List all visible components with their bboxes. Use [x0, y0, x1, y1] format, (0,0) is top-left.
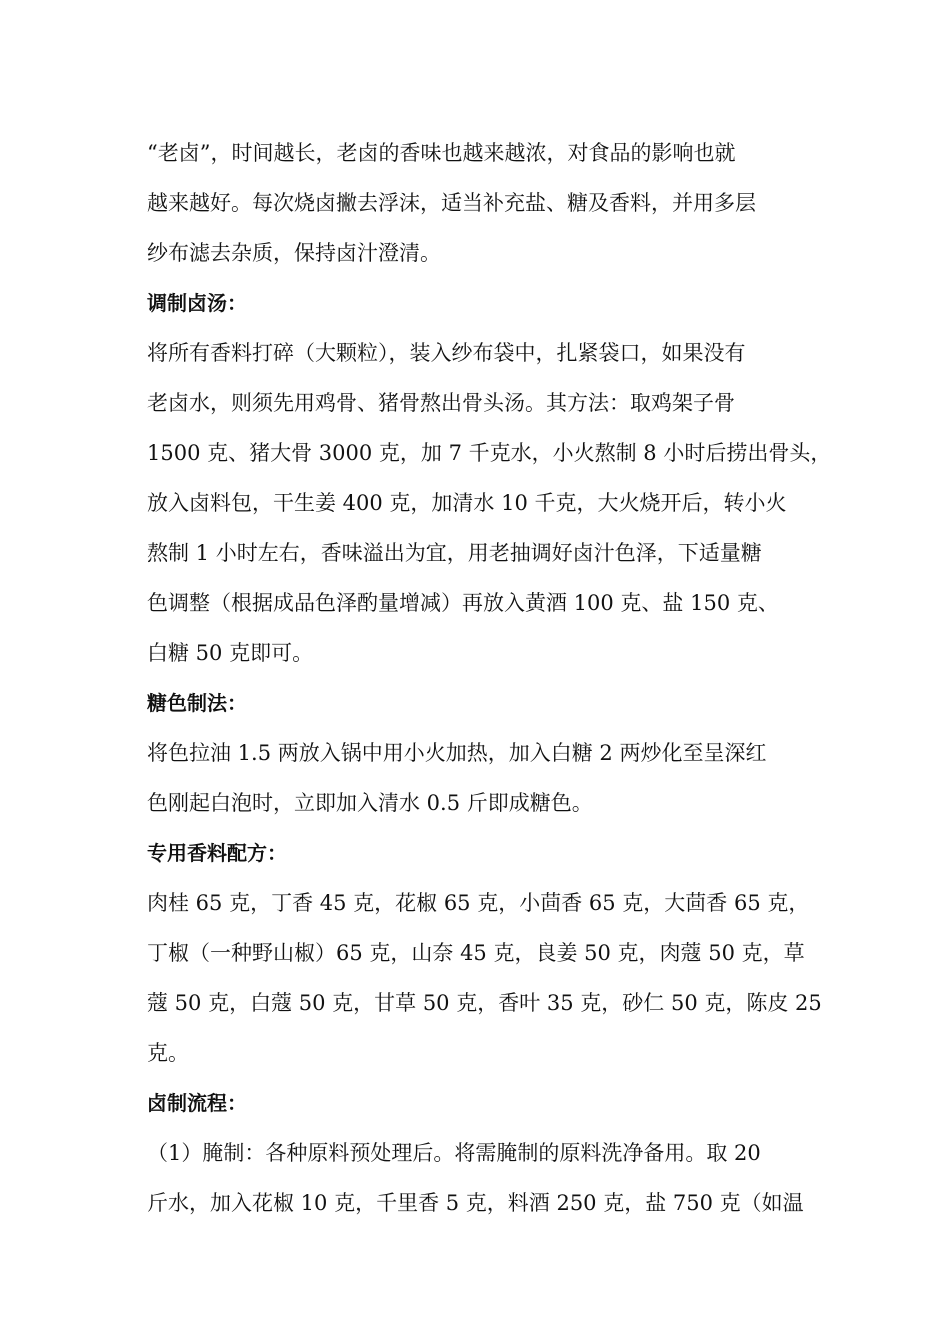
text-line: 放入卤料包，干生姜 400 克，加清水 10 千克，大火烧开后，转小火	[147, 491, 787, 515]
text-line: 越来越好。每次烧卤撇去浮沫，适当补充盐、糖及香料，并用多层	[147, 191, 756, 215]
section-heading-spices: 专用香料配方：	[147, 841, 287, 865]
text-line: 将色拉油 1.5 两放入锅中用小火加热，加入白糖 2 两炒化至呈深红	[147, 741, 767, 765]
text-line: 熬制 1 小时左右，香味溢出为宜，用老抽调好卤汁色泽，下适量糖	[147, 541, 762, 565]
text-line: 斤水，加入花椒 10 克，千里香 5 克，料酒 250 克，盐 750 克（如温	[147, 1191, 804, 1215]
text-line: 1500 克、猪大骨 3000 克，加 7 千克水，小火熬制 8 小时后捞出骨头，	[147, 441, 832, 465]
intro-paragraph	[147, 128, 829, 278]
text-line: 将所有香料打碎（大颗粒），装入纱布袋中，扎紧袋口，如果没有	[147, 341, 746, 365]
text-line: 蔻 50 克，白蔻 50 克，甘草 50 克，香叶 35 克，砂仁 50 克，陈皮 25	[147, 991, 822, 1015]
section-paragraph-spices	[147, 878, 829, 1078]
text-line: 老卤水，则须先用鸡骨、猪骨熬出骨头汤。其方法：取鸡架子骨	[147, 391, 735, 415]
section-heading-broth: 调制卤汤：	[147, 291, 247, 315]
text-line: 肉桂 65 克，丁香 45 克，花椒 65 克，小茴香 65 克，大茴香 65 克，	[147, 891, 810, 915]
section-paragraph-caramel	[147, 728, 829, 828]
text-line: 纱布滤去杂质，保持卤汁澄清。	[147, 241, 441, 265]
text-line: 克。	[147, 1041, 189, 1065]
text-line: “老卤”，时间越长，老卤的香味也越来越浓，对食品的影响也就	[147, 141, 736, 165]
text-line: 白糖 50 克即可。	[147, 641, 314, 665]
text-line: 丁椒（一种野山椒）65 克，山奈 45 克，良姜 50 克，肉蔻 50 克，草	[147, 941, 805, 965]
document-body	[147, 128, 832, 1228]
section-heading-caramel: 糖色制法：	[147, 691, 247, 715]
text-line: （1）腌制：各种原料预处理后。将需腌制的原料洗净备用。取 20	[147, 1141, 761, 1165]
text-line: 色调整（根据成品色泽酌量增减）再放入黄酒 100 克、盐 150 克、	[147, 591, 779, 615]
section-paragraph-broth	[147, 328, 832, 678]
text-line: 色刚起白泡时，立即加入清水 0.5 斤即成糖色。	[147, 791, 593, 815]
section-paragraph-process	[147, 1128, 829, 1228]
section-heading-process: 卤制流程：	[147, 1091, 247, 1115]
